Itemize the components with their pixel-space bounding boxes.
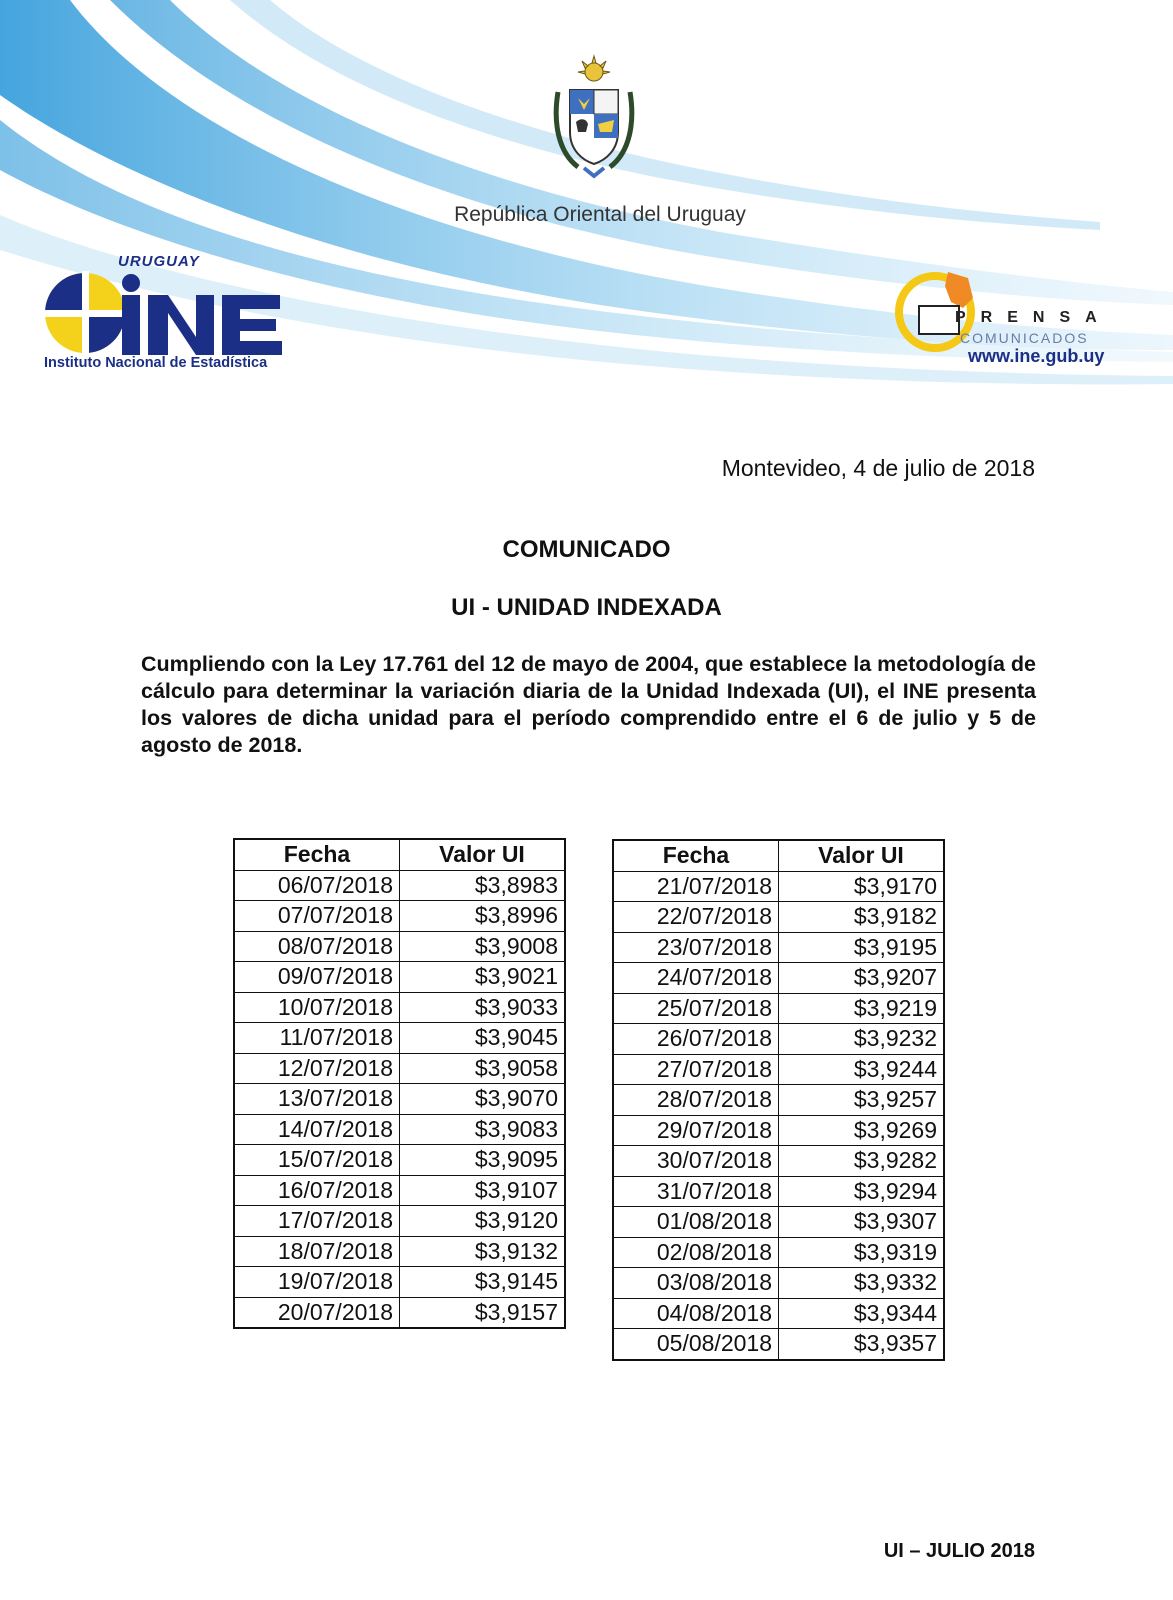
table-row: [613, 1054, 944, 1085]
value-cell: $3,9058: [400, 1053, 566, 1084]
table-row: [613, 1115, 944, 1146]
value-cell: $3,9232: [779, 1024, 945, 1055]
table-row: [234, 992, 565, 1023]
date-cell: 14/07/2018: [234, 1114, 400, 1145]
value-cell: $3,9282: [779, 1146, 945, 1177]
date-cell: 09/07/2018: [234, 962, 400, 993]
table-row: [613, 1298, 944, 1329]
date-cell: 05/08/2018: [613, 1329, 779, 1360]
column-header-fecha: Fecha: [234, 839, 400, 870]
date-cell: 27/07/2018: [613, 1054, 779, 1085]
table-row: [613, 932, 944, 963]
date-cell: 29/07/2018: [613, 1115, 779, 1146]
date-cell: 04/08/2018: [613, 1298, 779, 1329]
prensa-label: PRENSA: [955, 309, 1112, 326]
date-cell: 13/07/2018: [234, 1084, 400, 1115]
column-header-fecha: Fecha: [613, 840, 779, 871]
value-cell: $3,8996: [400, 901, 566, 932]
date-cell: 12/07/2018: [234, 1053, 400, 1084]
republic-label: República Oriental del Uruguay: [454, 203, 746, 226]
value-cell: $3,9195: [779, 932, 945, 963]
value-cell: $3,9083: [400, 1114, 566, 1145]
table-row: [234, 1267, 565, 1298]
table-row: [234, 1023, 565, 1054]
value-cell: $3,9120: [400, 1206, 566, 1237]
value-cell: $3,9145: [400, 1267, 566, 1298]
date-cell: 28/07/2018: [613, 1085, 779, 1116]
page-footer: UI – JULIO 2018: [883, 1540, 1035, 1562]
value-cell: $3,9332: [779, 1268, 945, 1299]
date-cell: 07/07/2018: [234, 901, 400, 932]
date-cell: 25/07/2018: [613, 993, 779, 1024]
date-cell: 21/07/2018: [613, 871, 779, 902]
value-cell: $3,9070: [400, 1084, 566, 1115]
column-header-valor-ui: Valor UI: [779, 840, 945, 871]
date-cell: 06/07/2018: [234, 870, 400, 901]
table-row: [613, 963, 944, 994]
date-cell: 20/07/2018: [234, 1297, 400, 1328]
table-row: [234, 870, 565, 901]
table-row: [613, 1085, 944, 1116]
value-cell: $3,9107: [400, 1175, 566, 1206]
value-cell: $3,9033: [400, 992, 566, 1023]
date-cell: 19/07/2018: [234, 1267, 400, 1298]
ine-name-label: Instituto Nacional de Estadística: [44, 355, 268, 371]
website-url: www.ine.gub.uy: [968, 346, 1105, 366]
date-cell: 08/07/2018: [234, 931, 400, 962]
value-cell: $3,9357: [779, 1329, 945, 1360]
value-cell: $3,9045: [400, 1023, 566, 1054]
table-row: [234, 931, 565, 962]
value-cell: $3,9021: [400, 962, 566, 993]
value-cell: $3,9182: [779, 902, 945, 933]
date-cell: 22/07/2018: [613, 902, 779, 933]
date-cell: 17/07/2018: [234, 1206, 400, 1237]
value-cell: $3,9307: [779, 1207, 945, 1238]
table-row: [613, 1268, 944, 1299]
table-row: [234, 1053, 565, 1084]
value-cell: $3,9269: [779, 1115, 945, 1146]
document-subtitle: UI - UNIDAD INDEXADA: [451, 594, 722, 621]
coat-of-arms-emblem: [548, 52, 640, 182]
table-row: [234, 901, 565, 932]
date-cell: 10/07/2018: [234, 992, 400, 1023]
table-row: [613, 902, 944, 933]
value-cell: $3,9170: [779, 871, 945, 902]
table-row: [613, 993, 944, 1024]
document-title: COMUNICADO: [502, 536, 671, 563]
document-date: Montevideo, 4 de julio de 2018: [721, 455, 1035, 481]
value-cell: $3,9095: [400, 1145, 566, 1176]
table-row: [613, 1146, 944, 1177]
value-cell: $3,9257: [779, 1085, 945, 1116]
date-cell: 16/07/2018: [234, 1175, 400, 1206]
column-header-valor-ui: Valor UI: [400, 839, 566, 870]
table-row: [234, 1236, 565, 1267]
comunicados-label: COMUNICADOS: [960, 330, 1089, 346]
date-cell: 23/07/2018: [613, 932, 779, 963]
date-cell: 26/07/2018: [613, 1024, 779, 1055]
value-cell: $3,9319: [779, 1237, 945, 1268]
date-cell: 11/07/2018: [234, 1023, 400, 1054]
table-row: [234, 1114, 565, 1145]
ui-values-table-right: [612, 839, 945, 1361]
table-row: [234, 962, 565, 993]
table-row: [613, 1237, 944, 1268]
date-cell: 31/07/2018: [613, 1176, 779, 1207]
date-cell: 24/07/2018: [613, 963, 779, 994]
body-paragraph: Cumpliendo con la Ley 17.761 del 12 de mayo de 2004, que establece la metodología de cálculo para determinar la variación diaria de la Unidad Indexada (UI), el INE presenta los valores de dicha unidad para el período comprendido entre el 6 de julio y 5 de agosto de 2018.: [141, 652, 1036, 757]
table-row: [234, 1145, 565, 1176]
table-row: [613, 871, 944, 902]
value-cell: $3,9207: [779, 963, 945, 994]
table-row: [234, 1175, 565, 1206]
value-cell: $3,8983: [400, 870, 566, 901]
date-cell: 02/08/2018: [613, 1237, 779, 1268]
value-cell: $3,9294: [779, 1176, 945, 1207]
table-row: [234, 1206, 565, 1237]
table-row: [613, 1207, 944, 1238]
value-cell: $3,9344: [779, 1298, 945, 1329]
value-cell: $3,9008: [400, 931, 566, 962]
value-cell: $3,9244: [779, 1054, 945, 1085]
table-row: [613, 1176, 944, 1207]
ine-country-label: URUGUAY: [118, 253, 200, 270]
date-cell: 15/07/2018: [234, 1145, 400, 1176]
date-cell: 01/08/2018: [613, 1207, 779, 1238]
date-cell: 30/07/2018: [613, 1146, 779, 1177]
value-cell: $3,9157: [400, 1297, 566, 1328]
table-row: [234, 1297, 565, 1328]
ui-values-table-left: [233, 838, 566, 1329]
table-row: [613, 1024, 944, 1055]
date-cell: 18/07/2018: [234, 1236, 400, 1267]
table-row: [613, 1329, 944, 1360]
table-row: [234, 1084, 565, 1115]
value-cell: $3,9219: [779, 993, 945, 1024]
value-cell: $3,9132: [400, 1236, 566, 1267]
date-cell: 03/08/2018: [613, 1268, 779, 1299]
